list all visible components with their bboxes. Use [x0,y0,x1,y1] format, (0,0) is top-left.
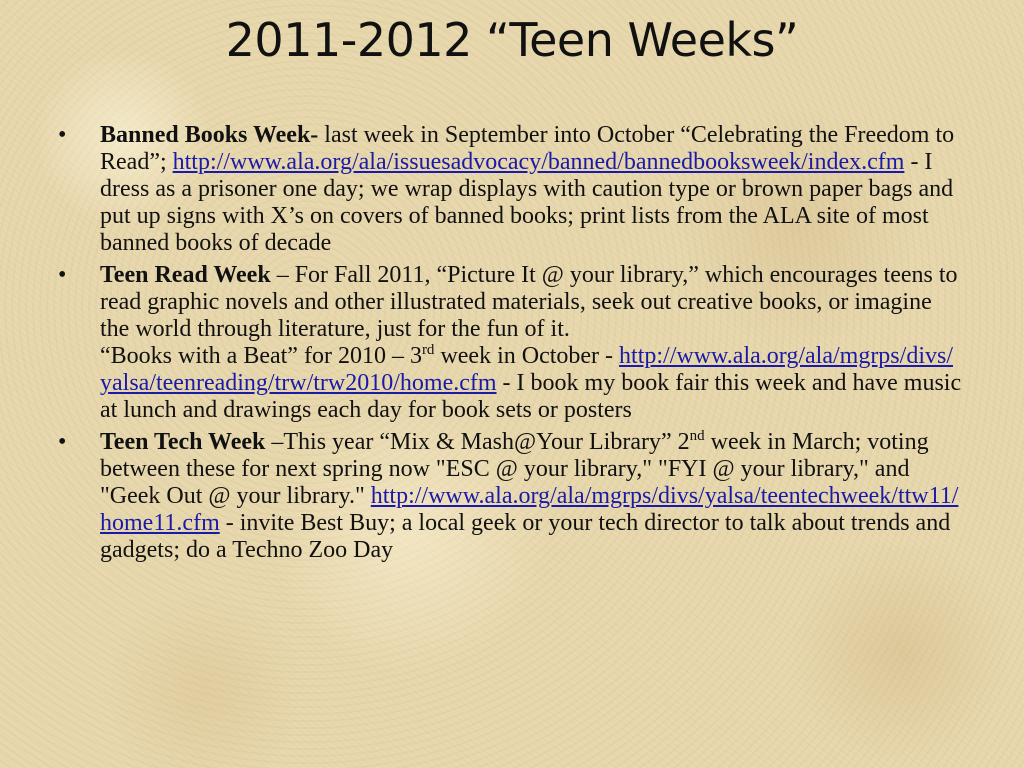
bullet-list [58,122,963,569]
bullet-icon: • [58,429,67,455]
item-text: “Books with a Beat” for 2010 – 3 [100,343,422,369]
item-heading: Teen Read Week [100,262,271,288]
bullet-icon: • [58,262,67,288]
item-text: week in March; voting between these for next spring now "ESC @ your library," "FYI @ your library," and "Geek Out @ your library." [100,429,929,509]
teen-tech-week-link[interactable]: http://www.ala.org/ala/mgrps/divs/yalsa/teentechweek/ttw11/home11.cfm [100,483,959,536]
bullet-icon: • [58,122,67,148]
ordinal-suffix: rd [421,342,435,358]
ordinal-suffix: nd [689,428,705,444]
list-item-teen-read-week [58,262,963,424]
slide-title: 2011-2012 “Teen Weeks” [225,13,799,67]
item-heading: Banned Books Week- [100,122,319,148]
item-text: – For Fall 2011, “Picture It @ your library,” which encourages teens to read graphic novels and other illustrated materials, seek out creative books, or imagine the world through literature, just for the fun of it. [100,262,958,342]
item-text: week in October - [434,343,620,369]
item-text: - invite Best Buy; a local geek or your tech director to talk about trends and gadgets; do a Techno Zoo Day [100,510,951,563]
item-text: last week in September into October “Celebrating the Freedom to Read”; [100,122,955,175]
banned-books-week-link[interactable]: http://www.ala.org/ala/issuesadvocacy/banned/bannedbooksweek/index.cfm [172,149,905,175]
list-item-teen-tech-week [58,429,963,564]
list-item-banned-books-week [58,122,963,257]
teen-read-week-link[interactable]: http://www.ala.org/ala/mgrps/divs/yalsa/teenreading/trw/trw2010/home.cfm [100,343,953,396]
item-text: - I book my book fair this week and have music at lunch and drawings each day for book sets or posters [100,370,962,423]
item-text: –This year “Mix & Mash@Your Library” 2 [265,429,690,455]
item-text: - I dress as a prisoner one day; we wrap displays with caution type or brown paper bags and put up signs with X’s on covers of banned books; print lists from the ALA site of most banned books of decade [100,149,954,256]
item-heading: Teen Tech Week [100,429,266,455]
